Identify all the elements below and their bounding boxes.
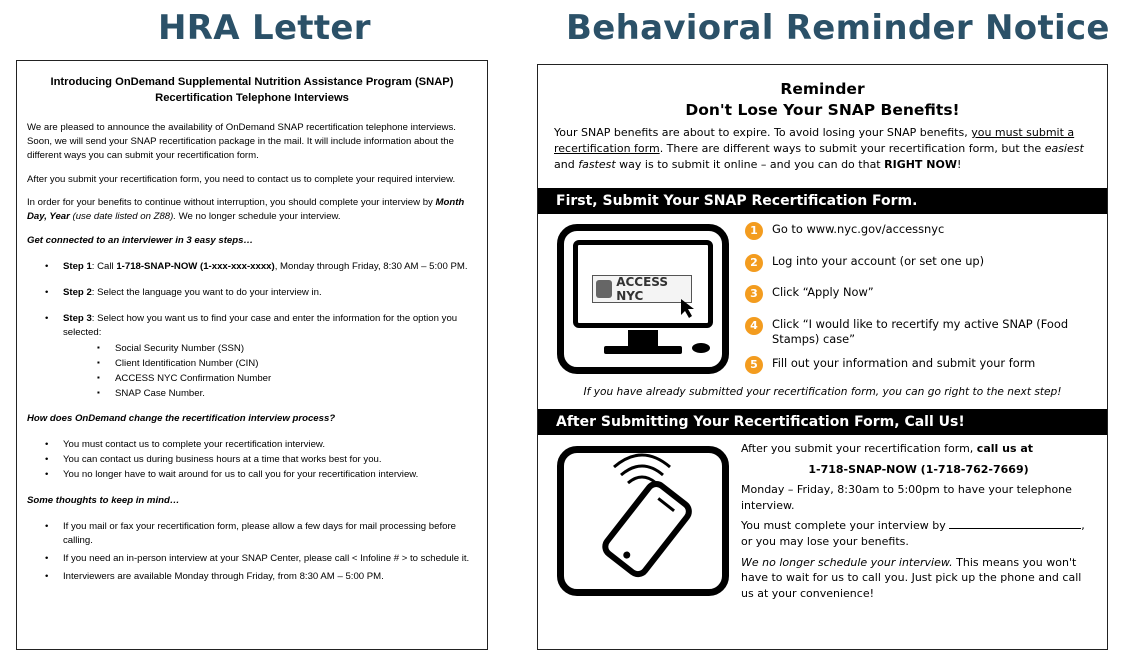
- intro-underlined-text: you must submit a recertification form: [554, 126, 1075, 156]
- access-nyc-logo-text: ACCESS NYC: [616, 275, 669, 303]
- intro-text: . There are different ways to submit your recertification form, but the: [659, 142, 1045, 156]
- step-label: Step 3: [63, 312, 92, 324]
- list-item: ▪ Client Identification Number (CIN): [97, 357, 477, 371]
- list-item: ▪ ACCESS NYC Confirmation Number: [97, 372, 477, 386]
- intro-emphasis: easiest: [1044, 142, 1084, 156]
- deadline-date-placeholder: Month Day, Year: [27, 197, 465, 223]
- list-item: [45, 260, 477, 274]
- step-text: Go to www.nyc.gov/accessnyc: [772, 222, 945, 236]
- section-bar-submit-form: First, Submit Your SNAP Recertification Form.: [538, 188, 1107, 214]
- list-item: • You must contact us to complete your recertification interview.: [45, 438, 477, 452]
- smartphone-icon: [564, 453, 722, 589]
- hra-letter-document: [16, 60, 488, 650]
- letter-paragraph-contact: After you submit your recertification form, you need to contact us to complete your required interview.: [27, 173, 456, 185]
- intro-text: !: [956, 158, 962, 172]
- no-longer-schedule: [741, 555, 1096, 602]
- list-item: [745, 356, 1035, 371]
- notice-title-line1: Reminder: [780, 80, 865, 98]
- letter-paragraph-deadline: [27, 196, 477, 224]
- reminder-notice-title: Behavioral Reminder Notice: [566, 8, 1110, 48]
- letter-heading: [27, 75, 477, 107]
- step-number-badge: 2: [745, 254, 763, 272]
- call-text: After you submit your recertification form,: [741, 442, 977, 455]
- monitor-stand-icon: [628, 330, 658, 346]
- list-item: [745, 222, 944, 237]
- steps-heading: Get connected to an interviewer in 3 easy steps…: [27, 235, 254, 247]
- steps-list: [27, 260, 477, 400]
- complete-by: [741, 518, 1096, 549]
- list-item: • You can contact us during business hours at a time that works best for you.: [45, 453, 477, 467]
- phone-number: 1-718-SNAP-NOW (1-xxx-xxx-xxxx): [116, 261, 275, 273]
- thoughts-list: [27, 520, 477, 584]
- deadline-no-schedule: We no longer schedule your interview.: [175, 211, 341, 223]
- monitor-screen: [573, 240, 713, 328]
- access-nyc-logo-mark: [596, 280, 612, 298]
- list-item: • You no longer have to wait around for us to call you for your recertification interview.: [45, 468, 477, 482]
- intro-text: Your SNAP benefits are about to expire. To avoid losing your SNAP benefits,: [554, 126, 972, 140]
- letter-heading-line1: Introducing OnDemand Supplemental Nutrition Assistance Program (SNAP): [50, 76, 454, 88]
- list-item: ▪ SNAP Case Number.: [97, 387, 477, 401]
- step-text: : Select how you want us to find your case and enter the information for the option you selected:: [63, 312, 458, 338]
- list-item: [45, 286, 477, 300]
- intro-text: and: [554, 158, 579, 172]
- section-bar-call-us: After Submitting Your Recertification Form, Call Us!: [538, 409, 1107, 435]
- list-item: [745, 254, 984, 269]
- already-submitted-note: If you have already submitted your recertification form, you can go right to the next step!: [583, 386, 1062, 398]
- changes-list: [27, 438, 477, 482]
- changes-heading: How does OnDemand change the recertification interview process?: [27, 413, 336, 425]
- step-label: Step 2: [63, 287, 92, 299]
- access-nyc-logo: [592, 275, 692, 303]
- letter-paragraph-intro: We are pleased to announce the availability of OnDemand SNAP recertification telephone interviews. Soon, we will send your SNAP recertification package in the mail. It will include information about the different ways you can submit your recertification form.: [27, 121, 456, 161]
- notice-title-line2: Don't Lose Your SNAP Benefits!: [685, 101, 960, 120]
- call-hours: Monday – Friday, 8:30am to 5:00pm to have your telephone interview.: [741, 483, 1072, 512]
- deadline-note: (use date listed on Z88).: [69, 211, 176, 223]
- list-item: ▪ Social Security Number (SSN): [97, 342, 477, 356]
- call-text-bold: call us at: [976, 442, 1033, 455]
- list-item: [45, 312, 477, 400]
- complete-by-text: , or you may lose your benefits.: [741, 519, 1085, 549]
- step-label: Step 1: [63, 261, 92, 273]
- call-intro: [741, 441, 1096, 457]
- monitor-base-icon: [604, 346, 682, 354]
- thoughts-heading: Some thoughts to keep in mind…: [27, 495, 180, 507]
- step-text: Click “I would like to recertify my active SNAP (Food Stamps) case”: [772, 317, 1069, 347]
- list-item: • Interviewers are available Monday through Friday, from 8:30 AM – 5:00 PM.: [45, 570, 477, 584]
- phone-icon: [557, 446, 729, 596]
- no-longer-text: This means you won't have to wait for us to call you. Just pick up the phone and call us at your convenience!: [741, 555, 1082, 600]
- case-lookup-options: [63, 342, 477, 401]
- deadline-text: In order for your benefits to continue without interruption, you should complete your interview by: [27, 197, 436, 209]
- computer-icon: [557, 224, 729, 374]
- step-text: : Call: [91, 261, 117, 273]
- step-text: : Select the language you want to do your interview in.: [91, 287, 322, 299]
- list-item: [745, 317, 1101, 348]
- intro-text: way is to submit it online – and you can do that: [615, 158, 885, 172]
- step-number-badge: 4: [745, 317, 763, 335]
- step-text: Log into your account (or set one up): [772, 254, 985, 268]
- no-longer-italic: We no longer schedule your interview.: [741, 555, 953, 569]
- call-instructions: [741, 441, 1096, 606]
- step-text: , Monday through Friday, 8:30 AM – 5:00 PM.: [274, 261, 468, 273]
- call-phone-number: 1-718-SNAP-NOW (1-718-762-7669): [808, 462, 1029, 476]
- cursor-icon: [679, 297, 697, 319]
- mouse-icon: [692, 343, 710, 353]
- intro-emphasis: fastest: [578, 158, 616, 172]
- step-number-badge: 1: [745, 222, 763, 240]
- letter-heading-line2: Recertification Telephone Interviews: [155, 91, 349, 104]
- reminder-notice-document: [537, 64, 1108, 650]
- notice-title: [538, 79, 1107, 121]
- list-item: • If you mail or fax your recertification form, please allow a few days for mail processing before calling.: [45, 520, 477, 548]
- intro-right-now: RIGHT NOW: [884, 158, 957, 172]
- step-number-badge: 3: [745, 285, 763, 303]
- step-text: Click “Apply Now”: [772, 285, 874, 299]
- notice-intro: [538, 121, 1107, 173]
- hra-letter-title: HRA Letter: [158, 8, 371, 48]
- list-item: • If you need an in-person interview at your SNAP Center, please call < Infoline # > to schedule it.: [45, 552, 477, 566]
- complete-by-text: You must complete your interview by: [741, 519, 950, 533]
- step-number-badge: 5: [745, 356, 763, 374]
- step-text: Fill out your information and submit your form: [772, 356, 1036, 370]
- date-blank-line: [949, 519, 1081, 529]
- list-item: [745, 285, 874, 300]
